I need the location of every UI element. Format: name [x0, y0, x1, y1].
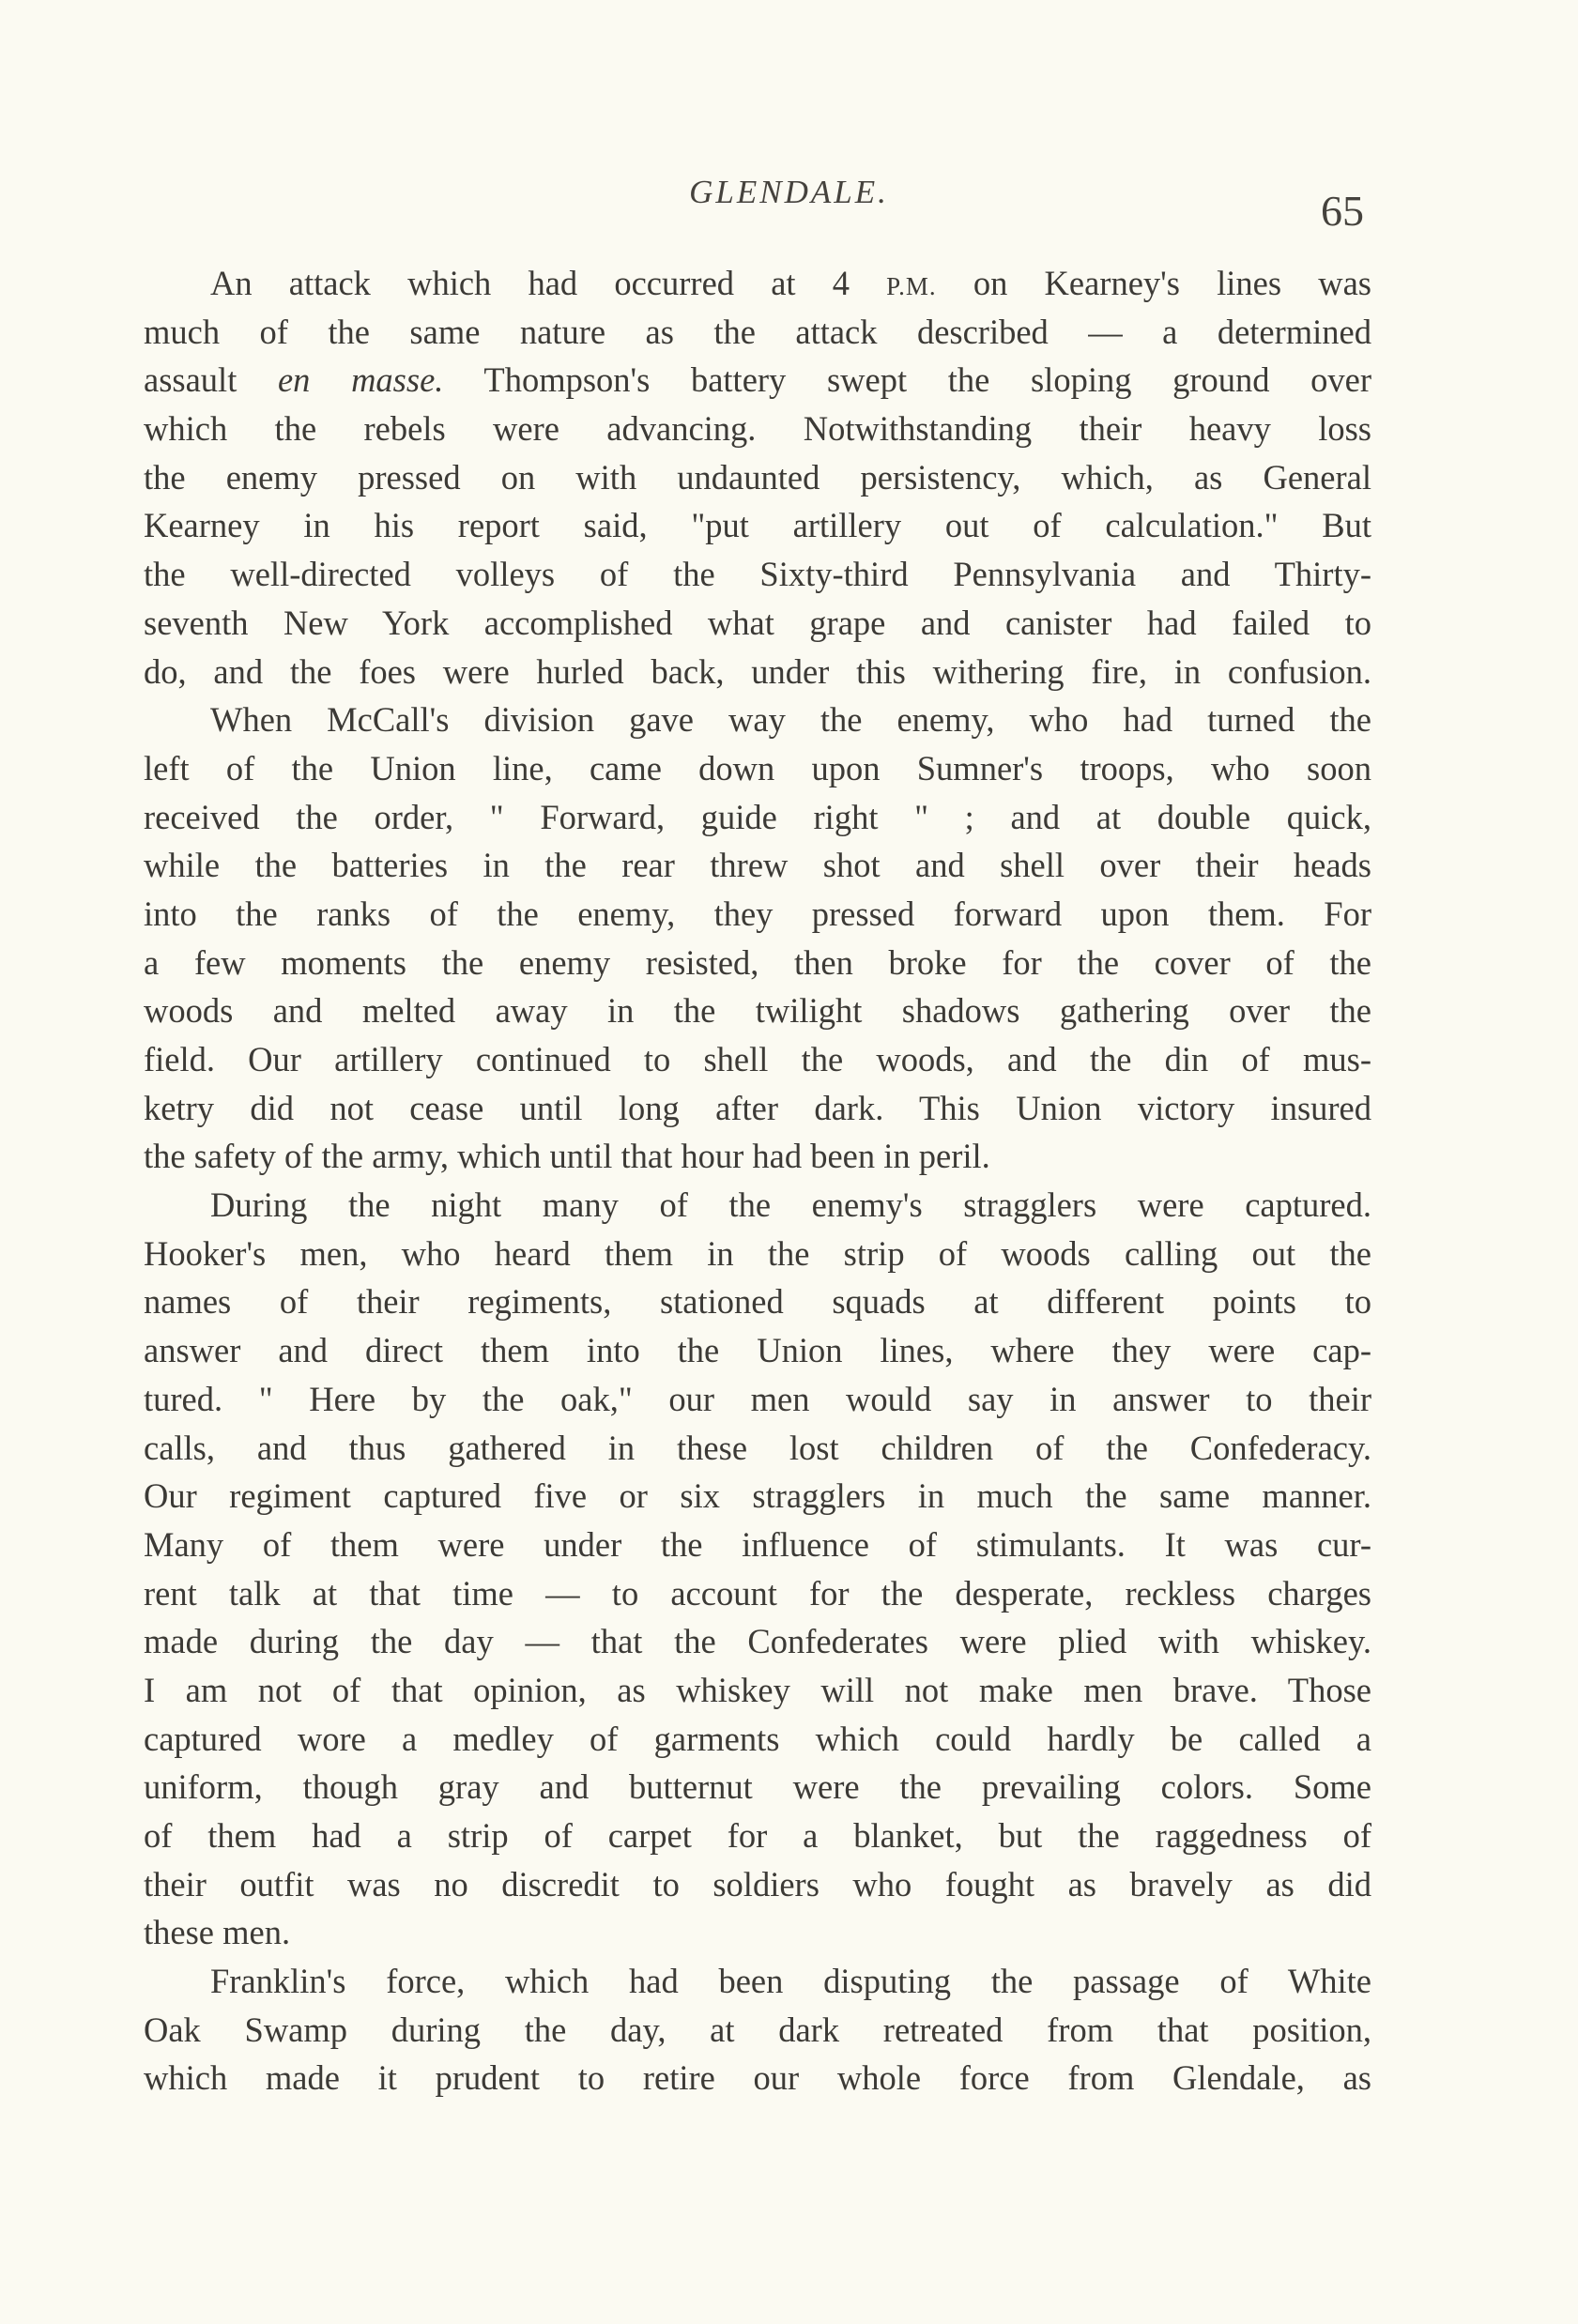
text-line: much of the same nature as the attack described — a determined: [144, 312, 1371, 351]
text-line: do, and the foes were hurled back, under this withering fire, in confusion.: [144, 651, 1371, 691]
text-line: the safety of the army, which until that hour had been in peril.: [144, 1137, 990, 1176]
text-line: left of the Union line, came down upon Sumner's troops, who soon: [144, 748, 1371, 787]
text-line: Our regiment captured five or six stragglers in much the same manner.: [144, 1476, 1371, 1516]
text-line: which the rebels were advancing. Notwithstanding their heavy loss: [144, 409, 1371, 449]
text-line: Kearney in his report said, "put artillery out of calculation." But: [144, 506, 1371, 545]
text-line: calls, and thus gathered in these lost children of the Confederacy.: [144, 1428, 1371, 1467]
text-line: the well-directed volleys of the Sixty-third Pennsylvania and Thirty-: [144, 555, 1371, 594]
text-line: When McCall's division gave way the enemy, who had turned the: [210, 700, 1371, 740]
text-line: received the order, " Forward, guide right " ; and at double quick,: [144, 797, 1371, 836]
text-line: made during the day — that the Confederates were plied with whiskey.: [144, 1622, 1371, 1661]
text-line: Many of them were under the influence of stimulants. It was cur-: [144, 1524, 1371, 1564]
text-line: a few moments the enemy resisted, then broke for the cover of the: [144, 942, 1371, 982]
text-line: into the ranks of the enemy, they pressed forward upon them. For: [144, 894, 1371, 933]
text-line: tured. " Here by the oak," our men would say in answer to their: [144, 1379, 1371, 1418]
text-line: names of their regiments, stationed squads at different points to: [144, 1282, 1371, 1322]
text-line: Oak Swamp during the day, at dark retreated from that position,: [144, 2010, 1371, 2049]
text-line: uniform, though gray and butternut were the prevailing colors. Some: [144, 1767, 1371, 1807]
body-text: [144, 259, 1371, 2102]
text-line: woods and melted away in the twilight shadows gathering over the: [144, 991, 1371, 1031]
text-line: these men.: [144, 1913, 291, 1952]
running-head: GLENDALE.: [689, 174, 889, 210]
text-line: rent talk at that time — to account for the desperate, reckless charges: [144, 1573, 1371, 1613]
text-line: ketry did not cease until long after dark. This Union victory insured: [144, 1088, 1371, 1127]
text-line: seventh New York accomplished what grape and canister had failed to: [144, 603, 1371, 642]
text-line: the enemy pressed on with undaunted persistency, which, as General: [144, 457, 1371, 497]
text-line: of them had a strip of carpet for a blanket, but the raggedness of: [144, 1816, 1371, 1855]
text-line: their outfit was no discredit to soldiers who fought as bravely as did: [144, 1864, 1371, 1904]
text-line: while the batteries in the rear threw shot and shell over their heads: [144, 846, 1371, 885]
text-line: Hooker's men, who heard them in the strip of woods calling out the: [144, 1233, 1371, 1273]
text-line: assault en masse. Thompson's battery swept the sloping ground over: [144, 360, 1371, 400]
text-line: answer and direct them into the Union lines, where they were cap-: [144, 1331, 1371, 1370]
text-line: field. Our artillery continued to shell the woods, and the din of mus-: [144, 1040, 1371, 1078]
text-line: which made it prudent to retire our whole force from Glendale, as: [144, 2058, 1371, 2098]
text-line: captured wore a medley of garments which could hardly be called a: [144, 1719, 1371, 1758]
text-line: During the night many of the enemy's stragglers were captured.: [210, 1185, 1371, 1225]
text-line: Franklin's force, which had been disputing the passage of White: [210, 1962, 1371, 2001]
text-line: An attack which had occurred at 4 P.M. on Kearney's lines was: [210, 264, 1371, 302]
text-line: I am not of that opinion, as whiskey will not make men brave. Those: [144, 1670, 1371, 1709]
page-number: 65: [1321, 187, 1364, 235]
